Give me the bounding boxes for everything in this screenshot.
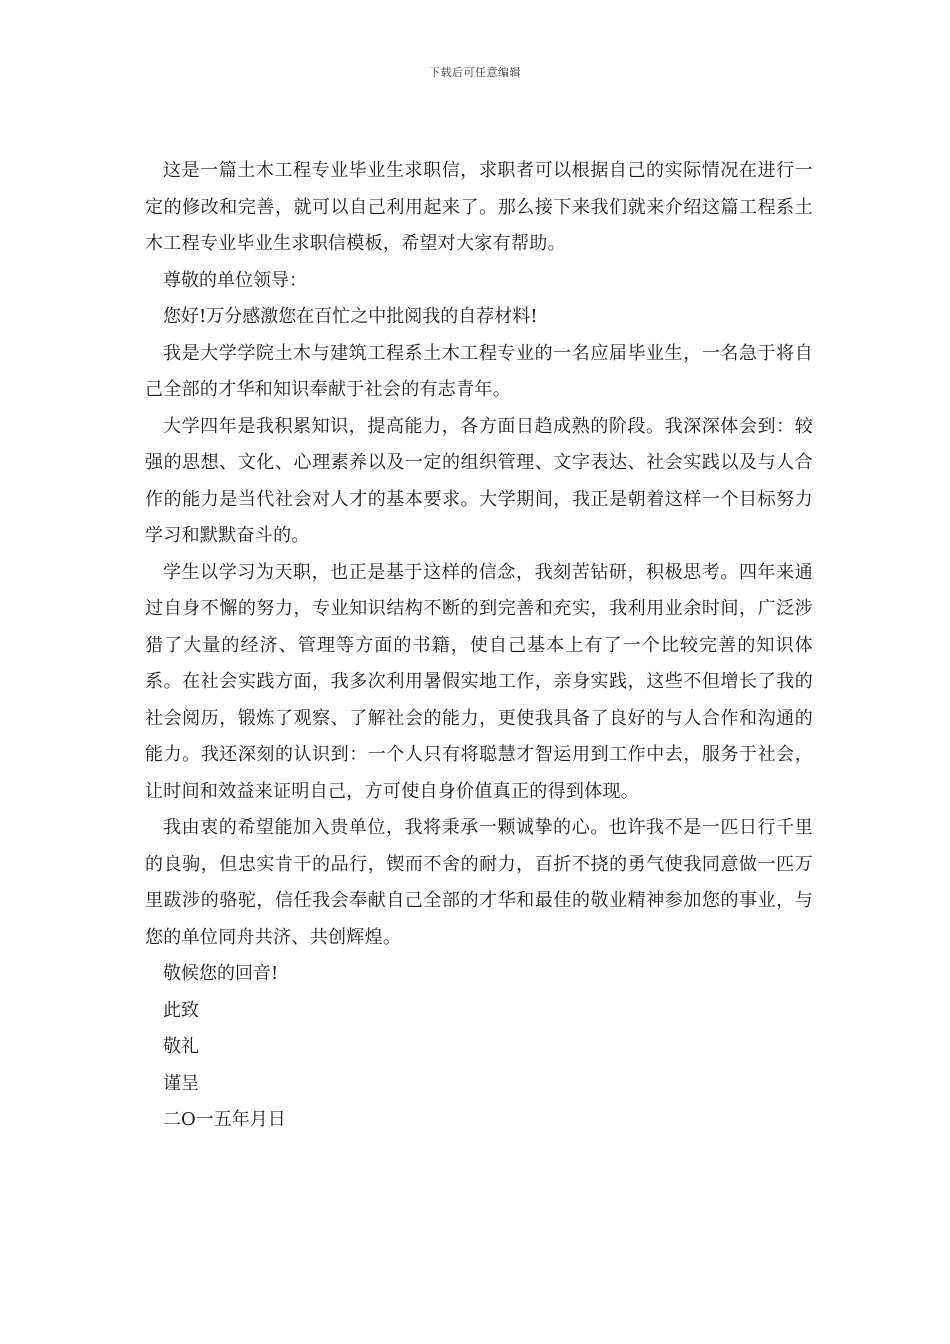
closing-1: 此致 — [163, 999, 199, 1021]
body-paragraph-3: 学生以学习为天职，也正是基于这样的信念，我刻苦钻研，积极思考。四年来通过自身不懈的努力，专业知识结构不断的到完善和充实，我利用业余时间，广泛涉猎了大量的经济、管理等方面的书籍，使自己基本上有了一个比较完善的知识体系。在社会实践方面，我多次利用暑假实地工作，亲身实践，这些不但增长了我的社会阅历，锻炼了观察、了解社会的能力，更使我具备了良好的与人合作和沟通的能力。我还深刻的认识到：一个人只有将聪慧才智运用到工作中去，服务于社会，让时间和效益来证明自己，方可使自身价值真正的得到体现。 — [145, 561, 813, 802]
body-paragraph-1: 我是大学学院土木与建筑工程系土木工程专业的一名应届毕业生，一名急于将自己全部的才华和知识奉献于社会的有志青年。 — [145, 342, 813, 400]
salutation: 尊敬的单位领导： — [163, 269, 307, 291]
body-paragraph-4: 我由衷的希望能加入贵单位，我将秉承一颗诚挚的心。也许我不是一匹日行千里的良驹，但忠实肯干的品行，锲而不舍的耐力，百折不挠的勇气使我同意做一匹万里跋涉的骆驼，信任我会奉献自己全部的才华和最佳的敬业精神参加您的事业，与您的单位同舟共济、共创辉煌。 — [145, 817, 813, 948]
greeting: 您好!万分感激您在百忙之中批阅我的自荐材料! — [163, 306, 538, 327]
closing-2: 敬礼 — [163, 1036, 199, 1057]
intro-paragraph: 这是一篇土木工程专业毕业生求职信，求职者可以根据自己的实际情况在进行一定的修改和完善，就可以自己利用起来了。那么接下来我们就来介绍这篇工程系土木工程专业毕业生求职信模板，希望对大家有帮助。 — [145, 160, 813, 254]
letter-body — [145, 153, 813, 1139]
body-paragraph-2: 大学四年是我积累知识，提高能力，各方面日趋成熟的阶段。我深深体会到：较强的思想、文化、心理素养以及一定的组织管理、文字表达、社会实践以及与人合作的能力是当代社会对人才的基本要求。大学期间，我正是朝着这样一个目标努力学习和默默奋斗的。 — [145, 415, 813, 546]
closing-wait: 敬候您的回音! — [163, 963, 279, 984]
date: 二O一五年月日 — [163, 1109, 286, 1130]
sign-off: 谨呈 — [163, 1072, 199, 1094]
page-header: 下载后可任意编辑 — [429, 66, 521, 79]
